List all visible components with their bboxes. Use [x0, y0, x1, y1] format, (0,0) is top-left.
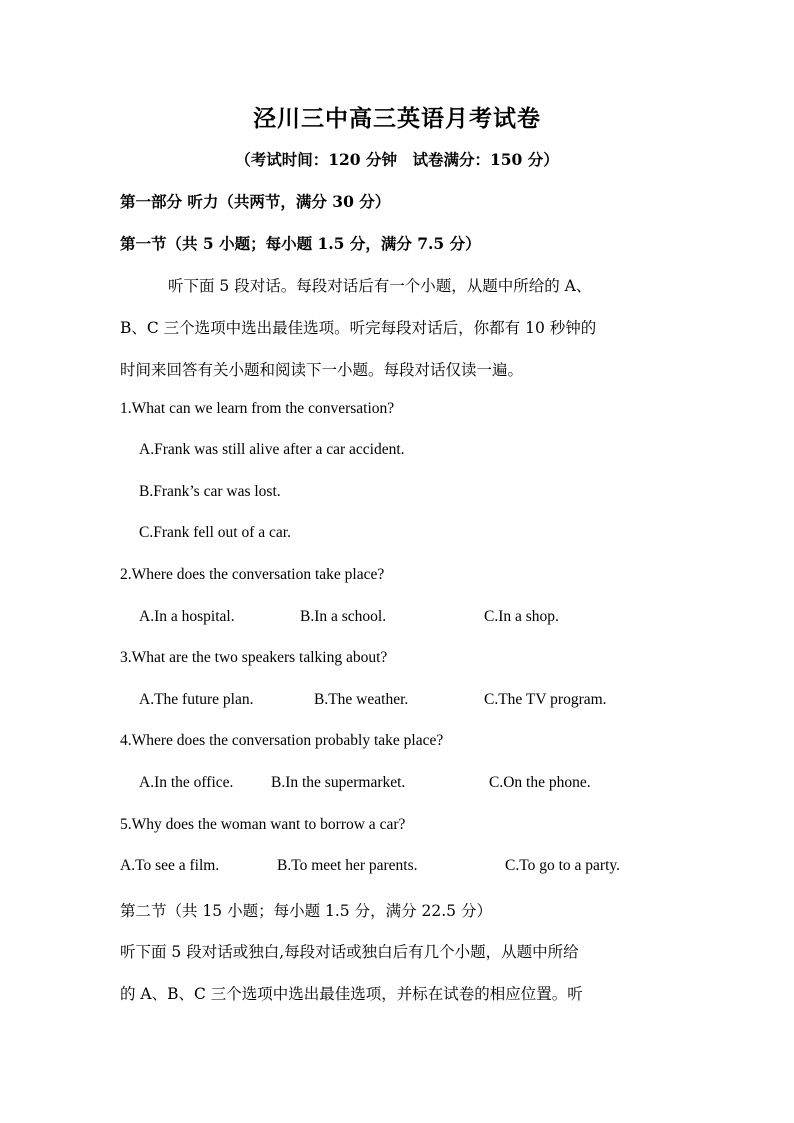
- answer-option: B.In a school.: [300, 608, 387, 625]
- answer-option: A.In the office.: [139, 774, 234, 791]
- part1-heading: 第一部分 听力（共两节，满分 30 分）: [120, 192, 391, 211]
- exam-title: 泾川三中高三英语月考试卷: [253, 105, 541, 132]
- section2-heading: 第二节（共 15 小题；每小题 1.5 分，满分 22.5 分）: [120, 902, 492, 920]
- answer-option: A.In a hospital.: [139, 608, 235, 625]
- question-stem: 2.Where does the conversation take place?: [120, 566, 385, 583]
- answer-option: A.To see a film.: [120, 857, 220, 874]
- answer-option: B.Frank’s car was lost.: [139, 483, 281, 500]
- answer-option: C.On the phone.: [489, 774, 591, 791]
- question-stem: 5.Why does the woman want to borrow a car?: [120, 816, 406, 833]
- section1-instruction-line: 听下面 5 段对话。每段对话后有一个小题，从题中所给的 A、: [168, 277, 592, 295]
- answer-option: B.To meet her parents.: [277, 857, 418, 874]
- answer-option: C.Frank fell out of a car.: [139, 524, 291, 541]
- question-stem: 3.What are the two speakers talking about?: [120, 649, 388, 666]
- answer-option: A.Frank was still alive after a car accident.: [139, 441, 405, 458]
- section2-instruction-line: 的 A、B、C 三个选项中选出最佳选项，并标在试卷的相应位置。听: [120, 985, 583, 1003]
- question-stem: 1.What can we learn from the conversation?: [120, 400, 395, 417]
- question-stem: 4.Where does the conversation probably take place?: [120, 732, 444, 749]
- answer-option: C.In a shop.: [484, 608, 559, 625]
- answer-option: C.The TV program.: [484, 691, 607, 708]
- answer-option: A.The future plan.: [139, 691, 254, 708]
- answer-option: B.In the supermarket.: [271, 774, 406, 791]
- answer-option: B.The weather.: [314, 691, 409, 708]
- section1-instruction-line: 时间来回答有关小题和阅读下一小题。每段对话仅读一遍。: [120, 361, 524, 379]
- section1-heading: 第一节（共 5 小题；每小题 1.5 分，满分 7.5 分）: [120, 234, 481, 253]
- exam-subtitle: （考试时间：120 分钟 试卷满分：150 分）: [235, 150, 559, 169]
- section1-instruction-line: B、C 三个选项中选出最佳选项。听完每段对话后，你都有 10 秒钟的: [120, 319, 597, 337]
- section2-instruction-line: 听下面 5 段对话或独白,每段对话或独白后有几个小题，从题中所给: [120, 943, 579, 961]
- answer-option: C.To go to a party.: [505, 857, 621, 874]
